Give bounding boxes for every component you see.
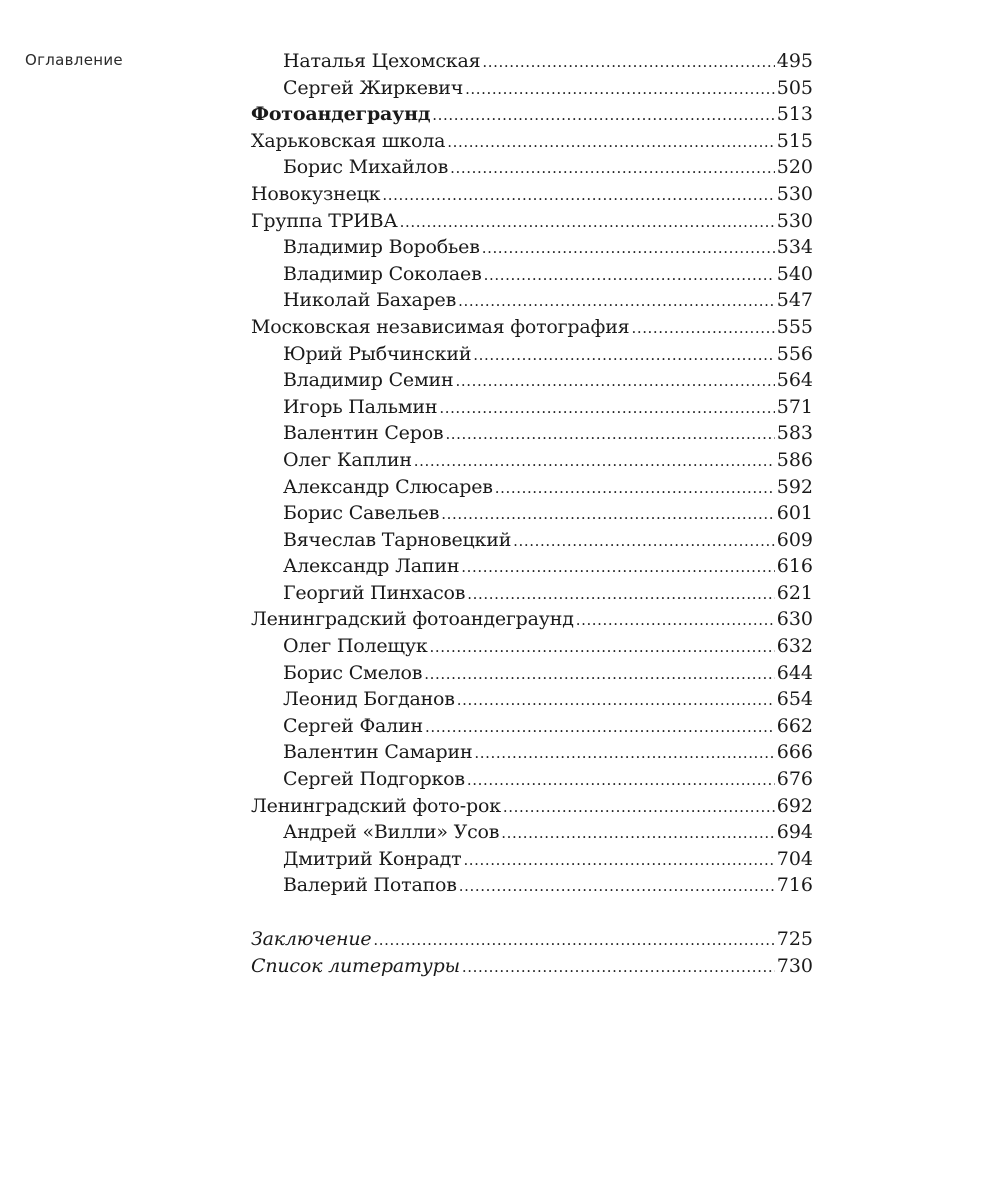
dot-leader xyxy=(458,288,775,314)
dot-leader xyxy=(462,954,775,980)
toc-entry-title: Владимир Соколаев xyxy=(283,262,482,285)
toc-entry-page: 505 xyxy=(776,76,813,99)
toc-entry[interactable] xyxy=(251,606,813,633)
toc-entry-title: Ленинградский фото-рок xyxy=(251,794,501,817)
toc-entry-title: Владимир Воробьев xyxy=(283,236,480,259)
toc-entry[interactable] xyxy=(251,154,813,181)
toc-entry-page: 556 xyxy=(776,342,813,365)
toc-entry-page: 644 xyxy=(776,661,813,684)
toc-entry-page: 704 xyxy=(776,847,813,870)
toc-entry-page: 716 xyxy=(776,874,813,897)
toc-entry[interactable] xyxy=(251,261,813,288)
toc-section-entry[interactable] xyxy=(251,101,813,128)
toc-entry[interactable] xyxy=(251,766,813,793)
toc-entry[interactable] xyxy=(251,394,813,421)
toc-entry[interactable] xyxy=(251,660,813,687)
toc-entry[interactable] xyxy=(251,580,813,607)
toc-entry-title: Борис Михайлов xyxy=(283,156,449,179)
toc-entry[interactable] xyxy=(251,208,813,235)
dot-leader xyxy=(484,262,775,288)
toc-entry-title: Сергей Жиркевич xyxy=(283,76,464,99)
toc-entry-page: 571 xyxy=(776,395,813,418)
toc-entry-title: Наталья Цехомская xyxy=(283,50,481,72)
toc-entry-title: Фотоандеграунд xyxy=(251,103,431,126)
dot-leader xyxy=(447,129,775,155)
toc-entry-title: Юрий Рыбчинский xyxy=(283,342,472,365)
dot-leader xyxy=(400,209,775,235)
toc-entry[interactable] xyxy=(251,500,813,527)
toc-entry[interactable] xyxy=(251,527,813,554)
toc-entry-page: 694 xyxy=(776,821,813,844)
toc-entry-title: Валерий Потапов xyxy=(283,874,457,897)
toc-entry-title: Леонид Богданов xyxy=(283,688,455,711)
toc-entry[interactable] xyxy=(251,846,813,873)
toc-entry-page: 534 xyxy=(776,236,813,259)
toc-entry-title: Андрей «Вилли» Усов xyxy=(283,821,500,844)
dot-leader xyxy=(445,421,774,447)
toc-entry-title: Николай Бахарев xyxy=(283,289,457,312)
toc-entry-title: Олег Полещук xyxy=(283,635,428,658)
toc-entry-page: 520 xyxy=(776,156,813,179)
dot-leader xyxy=(414,448,775,474)
toc-entry-page: 666 xyxy=(776,741,813,764)
toc-entry-title: Олег Каплин xyxy=(283,448,412,471)
dot-leader xyxy=(432,102,774,128)
toc-entry-page: 616 xyxy=(776,555,813,578)
toc-entry-title: Сергей Подгорков xyxy=(283,768,465,791)
toc-entry-title: Заключение xyxy=(251,928,372,950)
dot-leader xyxy=(450,155,775,181)
toc-entry-page: 692 xyxy=(776,794,813,817)
dot-leader xyxy=(382,182,774,208)
dot-leader xyxy=(474,740,774,766)
toc-entry[interactable] xyxy=(251,341,813,368)
toc-entry[interactable] xyxy=(251,128,813,155)
toc-entry-page: 592 xyxy=(776,475,813,498)
dot-leader xyxy=(482,49,774,75)
toc-entry-title: Владимир Семин xyxy=(283,369,454,392)
toc-entry-title: Вячеслав Тарновецкий xyxy=(283,528,512,551)
toc-entry[interactable] xyxy=(251,474,813,501)
dot-leader xyxy=(424,661,774,687)
toc-entry-title: Игорь Пальмин xyxy=(283,395,438,418)
dot-leader xyxy=(463,847,774,873)
toc-entry-page: 583 xyxy=(776,422,813,445)
dot-leader xyxy=(459,873,775,899)
dot-leader xyxy=(441,501,774,527)
toc-entry-title: Новокузнецк xyxy=(251,182,381,205)
toc-entry-page: 564 xyxy=(776,369,813,392)
toc-entry-page: 630 xyxy=(776,608,813,631)
dot-leader xyxy=(430,634,775,660)
toc-entry-page: 547 xyxy=(776,289,813,312)
toc-entry-title: Список литературы xyxy=(251,954,460,977)
toc-entry-title: Георгий Пинхасов xyxy=(283,581,466,604)
toc-entry-title: Александр Лапин xyxy=(283,555,460,578)
toc-entry-conclusion[interactable] xyxy=(251,926,813,953)
toc-entry[interactable] xyxy=(251,713,813,740)
dot-leader xyxy=(465,76,775,102)
toc-entry-page: 530 xyxy=(776,209,813,232)
toc-entry[interactable] xyxy=(251,420,813,447)
toc-entry-title: Борис Смелов xyxy=(283,661,423,684)
dot-leader xyxy=(457,687,775,713)
dot-leader xyxy=(473,342,774,368)
toc-entry-page: 555 xyxy=(776,315,813,338)
toc-entry[interactable] xyxy=(251,75,813,102)
toc-entry-title: Дмитрий Конрадт xyxy=(283,847,462,870)
toc-entry-title: Московская независимая фотография xyxy=(251,315,630,338)
toc-entry-page: 601 xyxy=(776,502,813,525)
toc-entry-title: Валентин Самарин xyxy=(283,741,473,764)
toc-entry[interactable] xyxy=(251,793,813,820)
toc-entry-page: 621 xyxy=(776,581,813,604)
toc-entry-page: 513 xyxy=(776,103,813,126)
toc-entry[interactable] xyxy=(251,367,813,394)
toc-entry[interactable] xyxy=(251,872,813,899)
toc-entry[interactable] xyxy=(251,314,813,341)
toc-entry[interactable] xyxy=(251,686,813,713)
toc-entry-title: Группа ТРИВА xyxy=(251,209,398,232)
toc-entry[interactable] xyxy=(251,234,813,261)
dot-leader xyxy=(467,767,775,793)
toc-entry-page: 725 xyxy=(776,928,813,950)
dot-leader xyxy=(467,581,774,607)
toc-entry-title: Валентин Серов xyxy=(283,422,444,445)
table-of-contents xyxy=(251,48,813,979)
toc-entry[interactable] xyxy=(251,181,813,208)
dot-leader xyxy=(576,607,775,633)
toc-entry-title: Александр Слюсарев xyxy=(283,475,493,498)
dot-leader xyxy=(501,820,774,846)
dot-leader xyxy=(631,315,774,341)
toc-entry[interactable] xyxy=(251,447,813,474)
dot-leader xyxy=(425,714,775,740)
dot-leader xyxy=(482,235,775,261)
running-head: Оглавление xyxy=(25,51,123,69)
dot-leader xyxy=(513,528,775,554)
toc-entry[interactable] xyxy=(251,553,813,580)
toc-entry[interactable] xyxy=(251,633,813,660)
dot-leader xyxy=(373,927,774,953)
toc-entry-page: 609 xyxy=(776,528,813,551)
toc-entry-page: 730 xyxy=(776,954,813,977)
toc-entry-page: 662 xyxy=(776,714,813,737)
toc-entry-page: 495 xyxy=(776,50,813,72)
dot-leader xyxy=(439,395,774,421)
toc-entry-page: 676 xyxy=(776,768,813,791)
dot-leader xyxy=(461,554,774,580)
dot-leader xyxy=(455,368,774,394)
toc-entry-title: Сергей Фалин xyxy=(283,714,423,737)
toc-entry-page: 515 xyxy=(776,129,813,152)
toc-entry-page: 586 xyxy=(776,448,813,471)
toc-entry-page: 654 xyxy=(776,688,813,711)
toc-entry-title: Борис Савельев xyxy=(283,502,440,525)
toc-entry-page: 540 xyxy=(776,262,813,285)
toc-entry[interactable] xyxy=(251,48,813,75)
toc-entry[interactable] xyxy=(251,819,813,846)
toc-entry[interactable] xyxy=(251,287,813,314)
toc-entry-page: 632 xyxy=(776,635,813,658)
dot-leader xyxy=(503,794,775,820)
toc-entry-page: 530 xyxy=(776,182,813,205)
dot-leader xyxy=(495,475,775,501)
toc-entry-title: Харьковская школа xyxy=(251,129,446,152)
toc-entry-title: Ленинградский фотоандеграунд xyxy=(251,608,574,631)
toc-entry[interactable] xyxy=(251,739,813,766)
toc-entry-bibliography[interactable] xyxy=(251,953,813,980)
